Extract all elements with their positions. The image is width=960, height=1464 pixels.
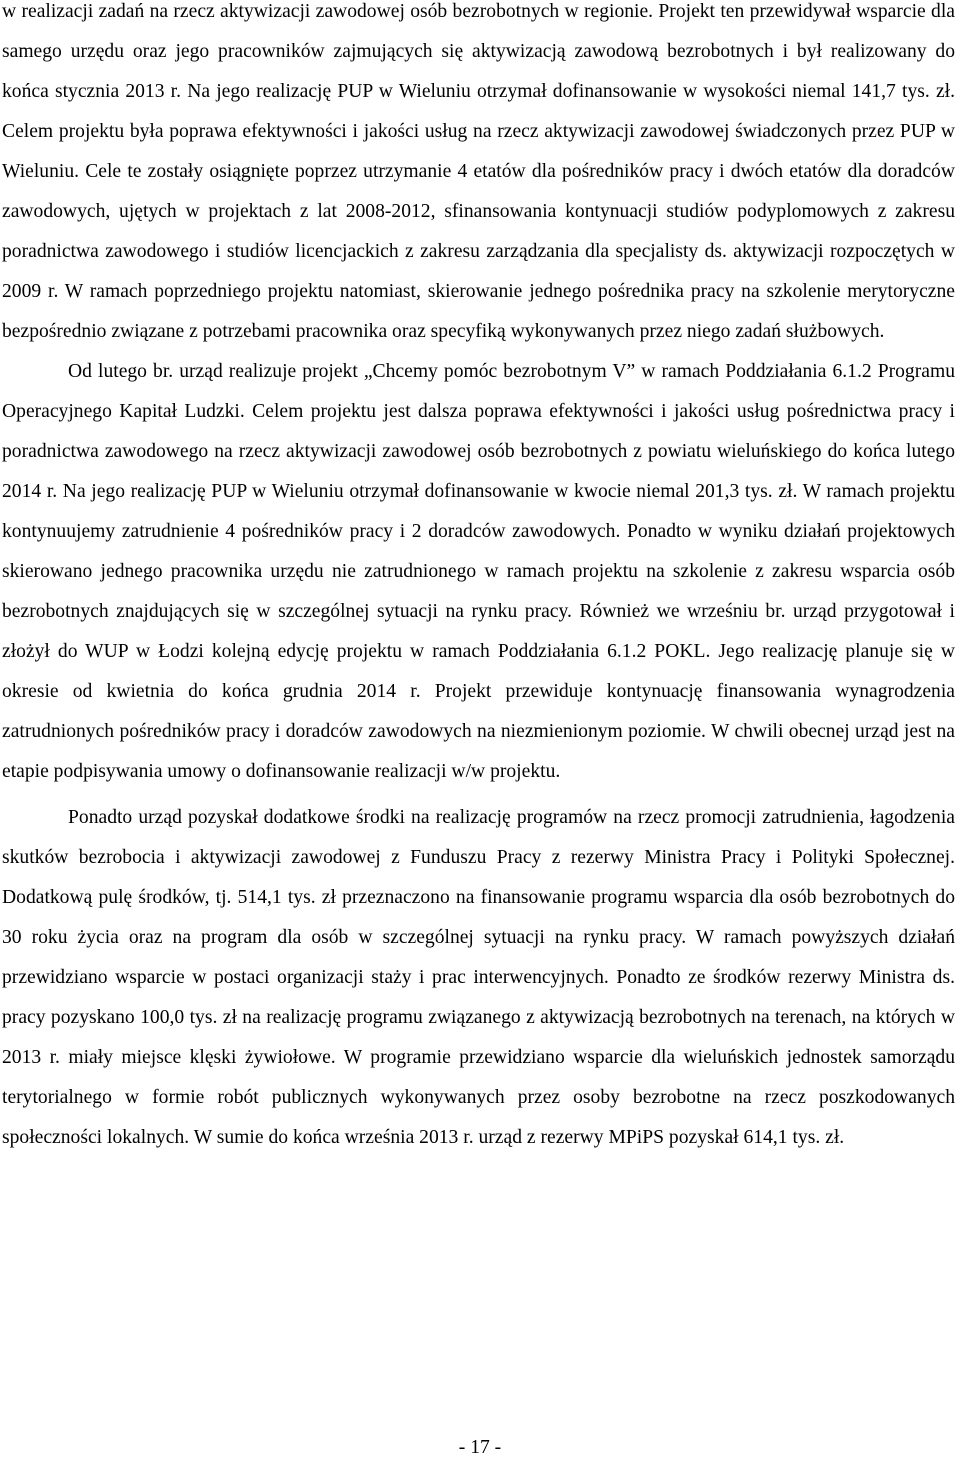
document-body <box>2 0 955 1158</box>
paragraph-2: Od lutego br. urząd realizuje projekt „Chcemy pomóc bezrobotnym V” w ramach Poddziałania 6.1.2 Programu Operacyjnego Kapitał Ludzki. Celem projektu jest dalsza poprawa efektywności i jakości usług pośrednictwa pracy i poradnictwa zawodowego na rzecz aktywizacji zawodowej osób bezrobotnych z powiatu wieluńskiego do końca lutego 2014 r. Na jego realizację PUP w Wieluniu otrzymał dofinansowanie w kwocie niemal 201,3 tys. zł. W ramach projektu kontynuujemy zatrudnienie 4 pośredników pracy i 2 doradców zawodowych. Ponadto w wyniku działań projektowych skierowano jednego pracownika urzędu nie zatrudnionego w ramach projektu na szkolenie z zakresu wsparcia osób bezrobotnych znajdujących się w szczególnej sytuacji na rynku pracy. Również we wrześniu br. urząd przygotował i złożył do WUP w Łodzi kolejną edycję projektu w ramach Poddziałania 6.1.2 POKL. Jego realizację planuje się w okresie od kwietnia do końca grudnia 2014 r. Projekt przewiduje kontynuację finansowania wynagrodzenia zatrudnionych pośredników pracy i doradców zawodowych na niezmienionym poziomie. W chwili obecnej urząd jest na etapie podpisywania umowy o dofinansowanie realizacji w/w projektu. <box>2 361 955 782</box>
paragraph-3: Ponadto urząd pozyskał dodatkowe środki na realizację programów na rzecz promocji zatrudnienia, łagodzenia skutków bezrobocia i aktywizacji zawodowej z Funduszu Pracy z rezerwy Ministra Pracy i Polityki Społecznej. Dodatkową pulę środków, tj. 514,1 tys. zł przeznaczono na finansowanie programu wsparcia dla osób bezrobotnych do 30 roku życia oraz na program dla osób w szczególnej sytuacji na rynku pracy. W ramach powyższych działań przewidziano wsparcie w postaci organizacji staży i prac interwencyjnych. Ponadto ze środków rezerwy Ministra ds. pracy pozyskano 100,0 tys. zł na realizację programu związanego z aktywizacją bezrobotnych na terenach, na których w 2013 r. miały miejsce klęski żywiołowe. W programie przewidziano wsparcie dla wieluńskich jednostek samorządu terytorialnego w formie robót publicznych wykonywanych przez osoby bezrobotne na rzecz poszkodowanych społeczności lokalnych. W sumie do końca września 2013 r. urząd z rezerwy MPiPS pozyskał 614,1 tys. zł. <box>2 807 955 1148</box>
page-number: - 17 - <box>458 1437 502 1458</box>
paragraph-1: w realizacji zadań na rzecz aktywizacji zawodowej osób bezrobotnych w regionie. Projekt ten przewidywał wsparcie dla samego urzędu oraz jego pracowników zajmujących się aktywizacją zawodową bezrobotnych i był realizowany do końca stycznia 2013 r. Na jego realizację PUP w Wieluniu otrzymał dofinansowanie w wysokości niemal 141,7 tys. zł. Celem projektu była poprawa efektywności i jakości usług na rzecz aktywizacji zawodowej świadczonych przez PUP w Wieluniu. Cele te zostały osiągnięte poprzez utrzymanie 4 etatów dla pośredników pracy i dwóch etatów dla doradców zawodowych, ujętych w projektach z lat 2008-2012, sfinansowania kontynuacji studiów podyplomowych z zakresu poradnictwa zawodowego i studiów licencjackich z zakresu zarządzania dla specjalisty ds. aktywizacji rozpoczętych w 2009 r. W ramach poprzedniego projektu natomiast, skierowanie jednego pośrednika pracy na szkolenie merytoryczne bezpośrednio związane z potrzebami pracownika oraz specyfiką wykonywanych przez niego zadań służbowych. <box>2 1 955 342</box>
